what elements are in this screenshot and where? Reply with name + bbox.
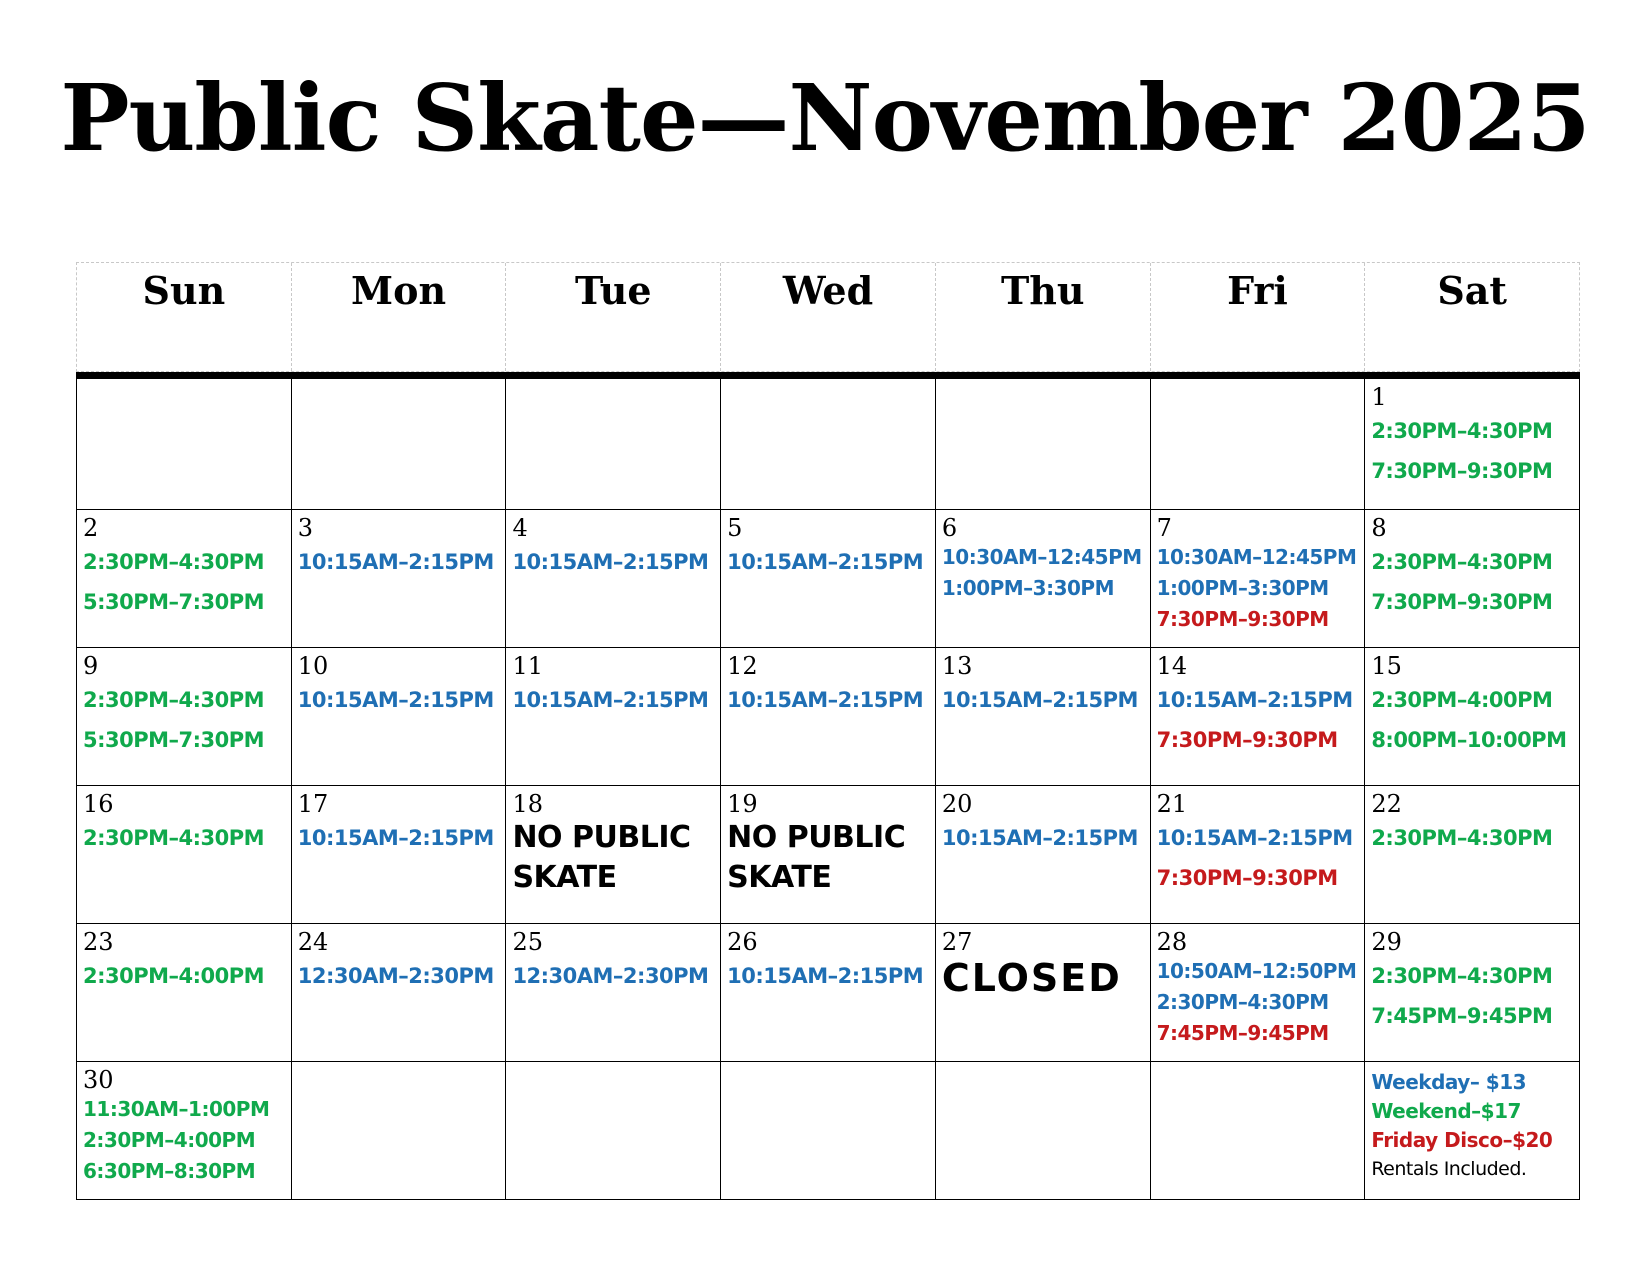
session-time: 7:30PM–9:30PM xyxy=(1156,728,1338,752)
empty-day-cell xyxy=(292,1062,507,1199)
header-divider xyxy=(76,372,1580,379)
day-number: 30 xyxy=(83,1066,114,1094)
day-number: 15 xyxy=(1371,652,1402,680)
session-time: 1:00PM–3:30PM xyxy=(1156,576,1329,600)
session-time: 10:15AM–2:15PM xyxy=(727,688,924,712)
day-cell-7 xyxy=(1151,510,1366,647)
session-time: 2:30PM–4:30PM xyxy=(1156,990,1329,1014)
calendar xyxy=(76,262,1580,1200)
empty-day-cell xyxy=(506,379,721,509)
session-time: 5:30PM–7:30PM xyxy=(83,590,265,614)
session-time: 2:30PM–4:30PM xyxy=(1371,964,1553,988)
day-number: 22 xyxy=(1371,790,1402,818)
session-time: 10:15AM–2:15PM xyxy=(297,688,494,712)
empty-day-cell xyxy=(77,379,292,509)
session-time: 10:15AM–2:15PM xyxy=(512,688,709,712)
day-number xyxy=(512,383,714,411)
session-time: 10:15AM–2:15PM xyxy=(727,964,924,988)
day-cell-25 xyxy=(506,924,721,1061)
day-cell-13 xyxy=(936,648,1151,785)
day-cell-14 xyxy=(1151,648,1366,785)
closed-notice: CLOSED xyxy=(941,956,1122,1000)
session-time: 7:30PM–9:30PM xyxy=(1156,866,1338,890)
day-number: 10 xyxy=(297,652,329,680)
empty-day-cell xyxy=(506,1062,721,1199)
day-number: 9 xyxy=(83,652,99,680)
day-number: 18 xyxy=(512,790,543,818)
day-cell-27 xyxy=(936,924,1151,1061)
price-item: Weekday– $13 xyxy=(1371,1070,1527,1094)
week-row xyxy=(77,648,1580,786)
day-cell-24 xyxy=(292,924,507,1061)
day-number: 14 xyxy=(1156,652,1188,680)
empty-day-cell xyxy=(721,1062,936,1199)
empty-day-cell xyxy=(1365,1062,1580,1199)
price-item: Friday Disco–$20 xyxy=(1371,1128,1553,1152)
no-skate-notice: NO PUBLIC SKATE xyxy=(727,820,906,895)
week-row xyxy=(77,786,1580,924)
day-number: 12 xyxy=(727,652,758,680)
empty-day-cell xyxy=(1151,1062,1366,1199)
session-time: 2:30PM–4:30PM xyxy=(83,688,265,712)
day-cell-12 xyxy=(721,648,936,785)
day-number: 19 xyxy=(727,790,758,818)
day-number xyxy=(727,1066,929,1094)
day-cell-1 xyxy=(1365,379,1580,509)
day-cell-30 xyxy=(77,1062,292,1199)
day-cell-29 xyxy=(1365,924,1580,1061)
day-number xyxy=(942,383,1144,411)
weekday-thu: Thu xyxy=(936,263,1151,371)
weekday-sun: Sun xyxy=(77,263,292,371)
price-list xyxy=(1371,1066,1573,1184)
session-time: 7:30PM–9:30PM xyxy=(1156,607,1329,631)
day-number: 24 xyxy=(297,928,329,956)
day-number xyxy=(298,1066,500,1094)
day-cell-20 xyxy=(936,786,1151,923)
session-time: 2:30PM–4:30PM xyxy=(83,550,265,574)
day-cell-9 xyxy=(77,648,292,785)
empty-day-cell xyxy=(721,379,936,509)
day-cell-5 xyxy=(721,510,936,647)
day-cell-3 xyxy=(292,510,507,647)
weekday-sat: Sat xyxy=(1437,268,1507,313)
day-number: 25 xyxy=(512,928,543,956)
day-number: 13 xyxy=(941,652,973,680)
session-time: 10:15AM–2:15PM xyxy=(1156,688,1353,712)
day-cell-4 xyxy=(506,510,721,647)
day-number xyxy=(727,383,929,411)
session-time: 8:00PM–10:00PM xyxy=(1371,728,1567,752)
session-time: 7:45PM–9:45PM xyxy=(1371,1004,1553,1028)
week-row xyxy=(77,510,1580,648)
day-number: 29 xyxy=(1371,928,1402,956)
day-cell-15 xyxy=(1365,648,1580,785)
session-time: 10:15AM–2:15PM xyxy=(941,826,1138,850)
day-cell-21 xyxy=(1151,786,1366,923)
day-number: 11 xyxy=(512,652,543,680)
day-number: 2 xyxy=(83,514,99,542)
price-item: Rentals Included. xyxy=(1371,1158,1527,1180)
weekday-tue: Tue xyxy=(506,263,721,371)
day-number: 23 xyxy=(83,928,114,956)
day-number xyxy=(942,1066,1144,1094)
session-time: 2:30PM–4:30PM xyxy=(1371,550,1553,574)
weekday-wed: Wed xyxy=(721,263,936,371)
day-cell-10 xyxy=(292,648,507,785)
day-number xyxy=(1157,383,1359,411)
session-time: 2:30PM–4:30PM xyxy=(1371,419,1553,443)
session-time: 2:30PM–4:00PM xyxy=(83,964,265,988)
session-time: 10:50AM–12:50PM xyxy=(1156,959,1357,983)
day-cell-8 xyxy=(1365,510,1580,647)
session-time: 2:30PM–4:30PM xyxy=(1371,826,1553,850)
day-cell-6 xyxy=(936,510,1151,647)
day-cell-18 xyxy=(506,786,721,923)
session-time: 2:30PM–4:00PM xyxy=(1371,688,1553,712)
day-number xyxy=(512,1066,714,1094)
week-row xyxy=(77,379,1580,510)
session-time: 10:15AM–2:15PM xyxy=(297,826,494,850)
no-skate-notice: NO PUBLIC SKATE xyxy=(512,820,691,895)
day-number: 27 xyxy=(941,928,973,956)
session-time: 5:30PM–7:30PM xyxy=(83,728,265,752)
day-number: 17 xyxy=(297,790,329,818)
session-time: 10:30AM–12:45PM xyxy=(941,545,1142,569)
day-number: 5 xyxy=(727,514,743,542)
day-cell-26 xyxy=(721,924,936,1061)
day-number: 1 xyxy=(1371,383,1387,411)
session-time: 1:00PM–3:30PM xyxy=(941,576,1114,600)
price-item: Weekend–$17 xyxy=(1371,1099,1521,1123)
session-time: 11:30AM–1:00PM xyxy=(83,1097,270,1121)
session-time: 7:30PM–9:30PM xyxy=(1371,459,1553,483)
day-number xyxy=(83,383,285,411)
day-cell-19 xyxy=(721,786,936,923)
session-time: 12:30AM–2:30PM xyxy=(512,964,709,988)
day-number xyxy=(298,383,500,411)
day-number: 20 xyxy=(941,790,973,818)
session-time: 7:45PM–9:45PM xyxy=(1156,1021,1329,1045)
session-time: 10:30AM–12:45PM xyxy=(1156,545,1357,569)
day-cell-11 xyxy=(506,648,721,785)
day-cell-23 xyxy=(77,924,292,1061)
day-number: 3 xyxy=(297,514,313,542)
weekday-header xyxy=(76,262,1580,372)
session-time: 2:30PM–4:00PM xyxy=(83,1128,256,1152)
day-number: 6 xyxy=(941,514,958,542)
day-cell-17 xyxy=(292,786,507,923)
session-time: 10:15AM–2:15PM xyxy=(941,688,1138,712)
session-time: 7:30PM–9:30PM xyxy=(1371,590,1553,614)
day-number: 8 xyxy=(1371,514,1387,542)
empty-day-cell xyxy=(936,379,1151,509)
week-row xyxy=(77,924,1580,1062)
weekday-mon: Mon xyxy=(292,263,507,371)
session-time: 6:30PM–8:30PM xyxy=(83,1159,256,1183)
empty-day-cell xyxy=(292,379,507,509)
day-cell-22 xyxy=(1365,786,1580,923)
day-number: 4 xyxy=(512,514,528,542)
week-row xyxy=(77,1062,1580,1200)
session-time: 10:15AM–2:15PM xyxy=(297,550,494,574)
weekday-fri: Fri xyxy=(1151,263,1366,371)
day-cell-28 xyxy=(1151,924,1366,1061)
session-time: 2:30PM–4:30PM xyxy=(83,826,265,850)
day-number: 7 xyxy=(1156,514,1172,542)
calendar-grid xyxy=(76,379,1580,1200)
session-time: 10:15AM–2:15PM xyxy=(512,550,709,574)
session-time: 12:30AM–2:30PM xyxy=(297,964,494,988)
empty-day-cell xyxy=(1151,379,1366,509)
day-number xyxy=(1157,1066,1359,1094)
day-number: 16 xyxy=(83,790,114,818)
session-time: 10:15AM–2:15PM xyxy=(727,550,924,574)
session-time: 10:15AM–2:15PM xyxy=(1156,826,1353,850)
day-number: 26 xyxy=(727,928,758,956)
day-number: 21 xyxy=(1156,790,1188,818)
day-cell-2 xyxy=(77,510,292,647)
day-cell-16 xyxy=(77,786,292,923)
day-number: 28 xyxy=(1156,928,1188,956)
page-title: Public Skate—November 2025 xyxy=(60,64,1590,172)
empty-day-cell xyxy=(936,1062,1151,1199)
